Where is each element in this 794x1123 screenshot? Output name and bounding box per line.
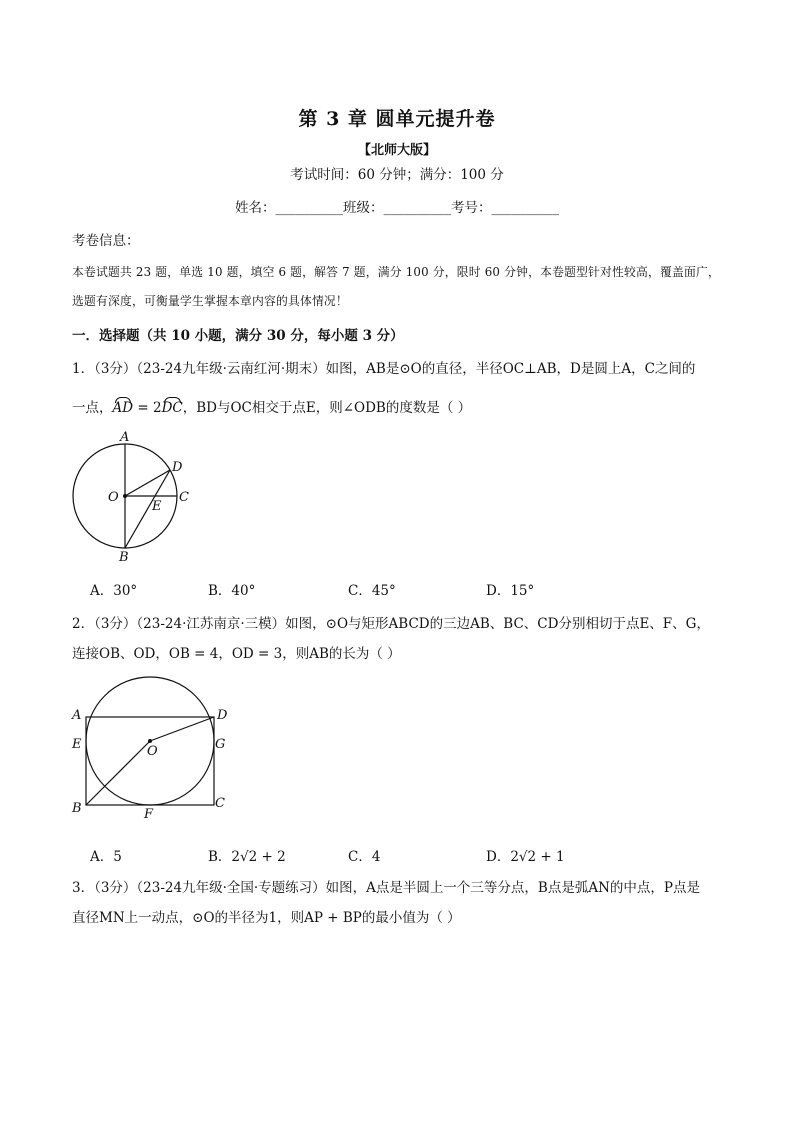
- q1-option-d: D．15°: [486, 583, 535, 599]
- exam-time: 考试时间：60 分钟；满分：100 分: [290, 167, 504, 183]
- q1-line2-start: 一点，: [72, 400, 113, 416]
- q3-line2: 直径MN上一动点，⊙O的半径为1，则AP + BP的最小值为（ ）: [72, 910, 461, 926]
- q2-option-c: C．4: [348, 849, 381, 865]
- q2-figure: [68, 660, 240, 830]
- q1-arc-ad: AD: [112, 400, 134, 416]
- q1-option-c: C．45°: [348, 583, 396, 599]
- student-info-line: 姓名：__________班级：__________考号：__________: [235, 200, 559, 216]
- q1-option-b: B．40°: [208, 583, 256, 599]
- q1-arc-dc: DC: [161, 400, 183, 416]
- q2-option-d: D．2√2 + 1: [486, 849, 565, 865]
- q1-option-a: A．30°: [90, 583, 138, 599]
- q2-label-f: F: [144, 807, 154, 822]
- q1-equals: = 2: [133, 400, 162, 416]
- info-label: 考卷信息：: [72, 233, 140, 249]
- q1-line2-end: ，BD与OC相交于点E，则∠ODB的度数是（ ）: [182, 400, 472, 416]
- q1-line2: [72, 396, 471, 416]
- q2-label-e: E: [72, 737, 82, 752]
- page-title: 第 3 章 圆单元提升卷: [298, 108, 496, 130]
- q2-option-b: B．2√2 + 2: [208, 849, 286, 865]
- q2-label-c: C: [215, 796, 225, 811]
- q1-line1: 1．（3分）（23-24九年级·云南红河·期末）如图，AB是⊙O的直径，半径OC⊥AB，D是圆上A，C之间的: [72, 361, 696, 377]
- q1-label-o: O: [108, 490, 119, 505]
- q2-option-a: A．5: [90, 849, 122, 865]
- q2-line2: 连接OB、OD，OB = 4，OD = 3，则AB的长为（ ）: [72, 646, 401, 662]
- q2-line1: 2．（3分）（23-24·江苏南京·三模）如图，⊙O与矩形ABCD的三边AB、BC、CD分别相切于点E、F、G，: [72, 616, 710, 632]
- q2-label-b: B: [72, 801, 82, 816]
- edition-label: 【北师大版】: [357, 143, 436, 158]
- q1-label-e: E: [152, 499, 162, 514]
- q1-label-d: D: [172, 460, 183, 475]
- info-text: 本卷试题共 23 题，单选 10 题，填空 6 题，解答 7 题，满分 100 分，限时 60 分钟，本卷题型针对性较高，覆盖面广，选题有深度，可衡量学生掌握本章内容的具体情况！: [72, 265, 721, 308]
- q2-label-g: G: [215, 737, 226, 752]
- q3-line1: 3．（3分）（23-24九年级·全国·专题练习）如图，A点是半圆上一个三等分点，B点是弧AN的中点，P点是: [72, 880, 700, 896]
- q1-label-c: C: [179, 490, 189, 505]
- q2-label-o: O: [147, 744, 158, 759]
- q1-figure: [60, 425, 200, 570]
- section-title: 一．选择题（共 10 小题，满分 30 分，每小题 3 分）: [72, 328, 404, 344]
- q2-label-a: A: [72, 708, 82, 723]
- q2-label-d: D: [217, 708, 228, 723]
- q1-label-a: A: [120, 430, 130, 445]
- q1-label-b: B: [119, 550, 129, 565]
